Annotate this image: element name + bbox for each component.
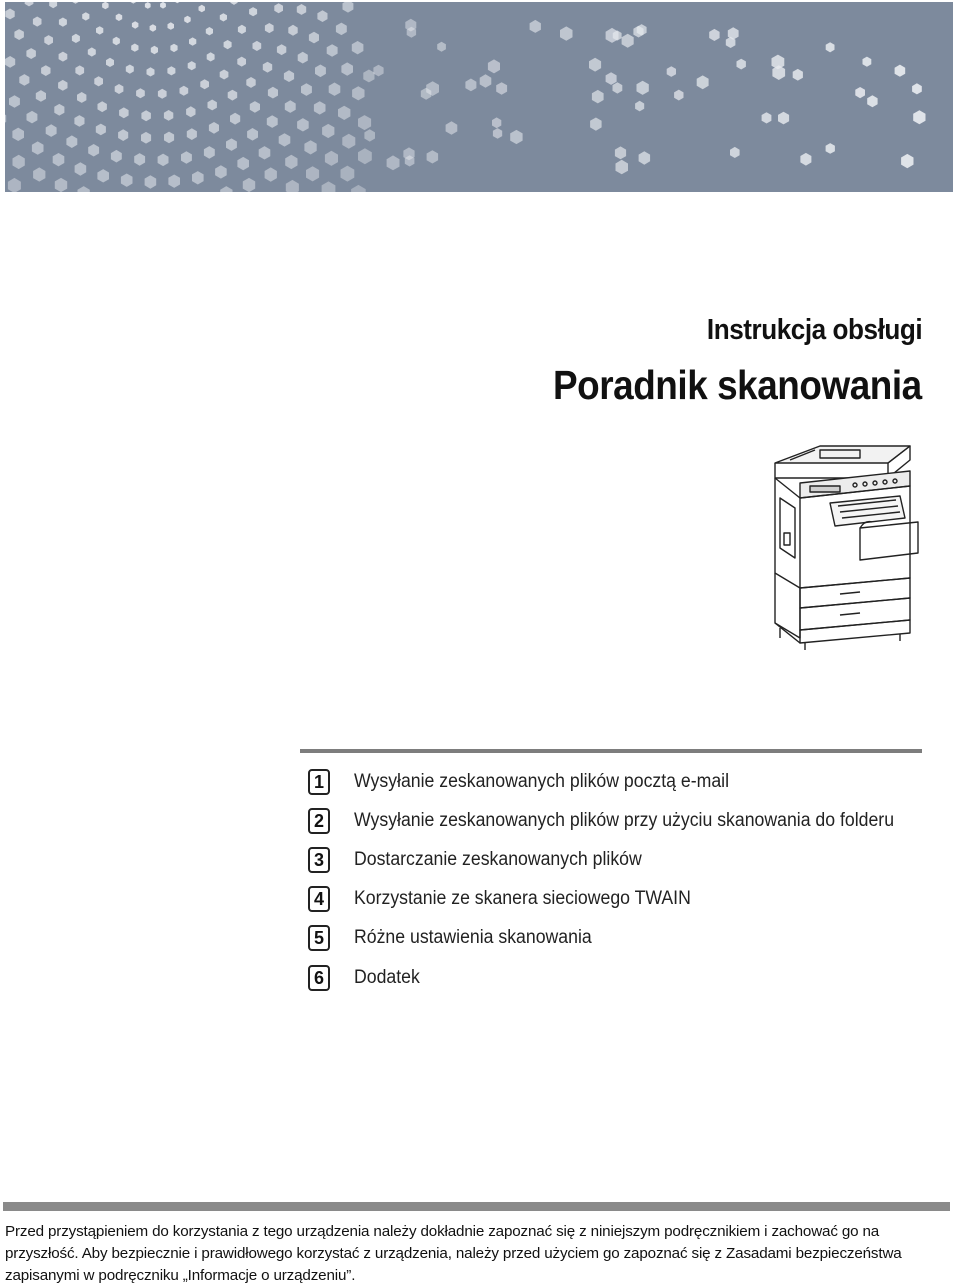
decorative-dot bbox=[54, 104, 64, 116]
decorative-dot bbox=[288, 25, 297, 36]
decorative-dot bbox=[27, 111, 38, 124]
decorative-dot bbox=[243, 178, 255, 192]
decorative-dot bbox=[322, 181, 336, 192]
decorative-dot bbox=[186, 106, 195, 117]
decorative-dot bbox=[306, 166, 319, 181]
decorative-dot bbox=[237, 157, 249, 170]
chapter-title: Dostarczanie zeskanowanych plików bbox=[354, 848, 642, 870]
decorative-dot bbox=[855, 87, 865, 98]
decorative-dot bbox=[427, 150, 439, 163]
decorative-dot bbox=[493, 128, 502, 139]
decorative-dot bbox=[58, 80, 67, 91]
decorative-dot bbox=[5, 112, 6, 125]
decorative-dot bbox=[285, 155, 297, 169]
toc-item[interactable] bbox=[308, 840, 928, 879]
decorative-dot bbox=[88, 47, 96, 56]
decorative-dot bbox=[200, 79, 209, 89]
decorative-dot bbox=[9, 95, 20, 108]
decorative-dot bbox=[96, 124, 106, 136]
decorative-dot bbox=[118, 129, 128, 141]
decorative-dot bbox=[72, 34, 80, 43]
decorative-dot bbox=[674, 90, 683, 101]
decorative-dot bbox=[912, 83, 922, 94]
decorative-dot bbox=[94, 76, 103, 86]
decorative-dot bbox=[226, 138, 237, 151]
document-subtitle: Instrukcja obsługi bbox=[706, 314, 922, 346]
decorative-dot bbox=[49, 2, 57, 8]
decorative-dot bbox=[132, 21, 139, 29]
decorative-dot bbox=[115, 84, 124, 94]
decorative-dot bbox=[341, 166, 355, 182]
decorative-dot bbox=[639, 151, 651, 164]
decorative-dot bbox=[111, 150, 122, 163]
decorative-dot bbox=[737, 59, 746, 70]
decorative-dot bbox=[55, 178, 67, 192]
decorative-dot bbox=[187, 128, 197, 140]
decorative-dot bbox=[158, 154, 169, 167]
decorative-dot bbox=[246, 77, 255, 88]
decorative-dot bbox=[496, 82, 507, 95]
decorative-dot bbox=[589, 58, 601, 72]
decorative-dot bbox=[168, 175, 180, 188]
decorative-dot bbox=[106, 58, 114, 67]
decorative-dot bbox=[465, 79, 476, 92]
chapter-title: Różne ustawienia skanowania bbox=[354, 927, 592, 949]
decorative-dot bbox=[230, 2, 237, 5]
decorative-dot bbox=[826, 143, 835, 154]
chapter-number-badge: 5 bbox=[308, 925, 330, 951]
decorative-dot bbox=[913, 110, 925, 124]
decorative-dot bbox=[145, 2, 151, 9]
decorative-dot bbox=[286, 180, 299, 192]
decorative-dot bbox=[250, 101, 260, 113]
decorative-dot bbox=[204, 146, 215, 159]
decorative-dot bbox=[826, 42, 835, 52]
multifunction-printer-icon bbox=[760, 438, 930, 658]
decorative-dot bbox=[697, 75, 709, 89]
decorative-dot bbox=[338, 106, 350, 120]
decorative-dot bbox=[284, 70, 294, 82]
decorative-dot bbox=[253, 41, 262, 51]
decorative-dot bbox=[113, 37, 120, 45]
decorative-dot bbox=[215, 165, 227, 178]
document-title: Poradnik skanowania bbox=[553, 362, 922, 408]
decorative-dot bbox=[265, 23, 274, 33]
decorative-dot bbox=[336, 23, 347, 35]
decorative-dot bbox=[247, 128, 258, 141]
decorative-dot bbox=[606, 72, 617, 85]
decorative-dot bbox=[309, 32, 319, 44]
decorative-dot bbox=[616, 160, 629, 175]
decorative-dot bbox=[480, 74, 492, 87]
decorative-dot bbox=[32, 141, 44, 154]
decorative-dot bbox=[297, 4, 306, 15]
decorative-dot bbox=[622, 34, 634, 48]
decorative-dot bbox=[446, 121, 458, 135]
decorative-dot bbox=[228, 90, 238, 101]
decorative-dot bbox=[325, 151, 338, 166]
decorative-dot bbox=[778, 112, 789, 125]
decorative-dot bbox=[19, 74, 29, 86]
toc-item[interactable] bbox=[308, 919, 928, 958]
decorative-dot bbox=[26, 48, 36, 59]
decorative-dot bbox=[800, 153, 811, 166]
decorative-dot bbox=[175, 2, 181, 3]
decorative-dot bbox=[342, 134, 355, 149]
decorative-dot bbox=[530, 20, 541, 33]
decorative-dot bbox=[53, 153, 65, 166]
decorative-dot bbox=[297, 118, 309, 131]
decorative-dot bbox=[230, 113, 240, 125]
decorative-dot bbox=[510, 130, 522, 144]
decorative-dot bbox=[220, 70, 229, 80]
decorative-dot bbox=[352, 41, 364, 54]
decorative-dot bbox=[59, 52, 68, 62]
decorative-dot bbox=[592, 90, 604, 104]
decorative-dot bbox=[387, 155, 400, 170]
decorative-dot bbox=[131, 2, 137, 4]
chapter-number-badge: 3 bbox=[308, 847, 330, 873]
footer-divider bbox=[3, 1202, 950, 1211]
decorative-dot bbox=[97, 169, 109, 182]
decorative-dot bbox=[363, 70, 374, 83]
decorative-dot bbox=[164, 110, 173, 121]
decorative-dot bbox=[98, 101, 107, 112]
decorative-dot bbox=[224, 40, 232, 49]
decorative-dot bbox=[102, 2, 109, 9]
decorative-dot bbox=[317, 10, 327, 22]
decorative-dot bbox=[895, 65, 906, 77]
decorative-dot bbox=[134, 153, 145, 166]
decorative-dot bbox=[72, 2, 79, 4]
decorative-dot bbox=[33, 167, 45, 181]
chapter-title: Wysyłanie zeskanowanych plików przy użyciu skanowania do folderu bbox=[354, 809, 895, 831]
decorative-dot bbox=[75, 162, 87, 175]
decorative-dot bbox=[615, 146, 626, 159]
decorative-dot bbox=[263, 62, 272, 73]
decorative-dot bbox=[863, 57, 872, 67]
decorative-dot bbox=[5, 56, 15, 68]
decorative-dot bbox=[492, 117, 501, 128]
decorative-dot bbox=[206, 27, 213, 35]
decorative-dot bbox=[158, 89, 167, 99]
decorative-dot bbox=[8, 178, 21, 192]
decorative-dot bbox=[141, 110, 151, 121]
decorative-dot bbox=[170, 44, 177, 52]
decorative-dot bbox=[220, 13, 227, 21]
decorative-dot bbox=[46, 124, 57, 137]
decorative-dot bbox=[730, 147, 740, 158]
decorative-dot bbox=[192, 171, 204, 184]
chapter-number-badge: 4 bbox=[308, 886, 330, 912]
decorative-dot bbox=[437, 42, 446, 52]
decorative-dot bbox=[901, 154, 913, 168]
chapter-title: Korzystanie ze skanera sieciowego TWAIN bbox=[354, 888, 691, 910]
decorative-dot bbox=[762, 112, 772, 123]
decorative-dot bbox=[180, 86, 189, 96]
decorative-dot bbox=[167, 66, 175, 75]
decorative-dot bbox=[298, 52, 308, 64]
decorative-dot bbox=[14, 29, 24, 40]
decorative-dot bbox=[77, 92, 86, 103]
decorative-dot bbox=[136, 88, 145, 98]
decorative-dot bbox=[121, 174, 133, 187]
toc-divider bbox=[300, 749, 922, 753]
decorative-dot bbox=[145, 175, 157, 188]
decorative-dot bbox=[88, 144, 99, 157]
decorative-dot bbox=[164, 132, 174, 144]
decorative-dot bbox=[168, 22, 175, 30]
decorative-dot bbox=[147, 67, 155, 76]
decorative-dot bbox=[44, 35, 53, 45]
decorative-dot bbox=[341, 62, 353, 75]
decorative-dot bbox=[352, 86, 364, 100]
decorative-dot bbox=[613, 82, 623, 93]
decorative-dot bbox=[285, 100, 296, 113]
toc-item[interactable] bbox=[308, 762, 928, 801]
decorative-dot bbox=[279, 133, 291, 146]
decorative-dot bbox=[220, 186, 232, 192]
decorative-dot bbox=[267, 115, 278, 128]
decorative-dot bbox=[329, 83, 341, 96]
decorative-dot bbox=[151, 46, 158, 54]
decorative-dot bbox=[82, 12, 89, 20]
toc-item[interactable] bbox=[308, 880, 928, 919]
decorative-dot bbox=[131, 44, 138, 52]
decorative-dot bbox=[364, 129, 375, 141]
decorative-dot bbox=[560, 26, 573, 40]
decorative-dot bbox=[74, 115, 84, 127]
decorative-dot bbox=[373, 65, 383, 77]
decorative-dot bbox=[314, 101, 326, 114]
decorative-dot bbox=[358, 115, 371, 130]
decorative-dot bbox=[637, 81, 649, 95]
decorative-dot bbox=[75, 65, 84, 75]
decorative-dot bbox=[343, 2, 354, 13]
decorative-dot bbox=[59, 18, 67, 27]
decorative-dot bbox=[66, 135, 77, 148]
decorative-dot bbox=[793, 69, 803, 81]
decorative-dot bbox=[606, 28, 619, 43]
chapter-title: Dodatek bbox=[354, 966, 420, 988]
decorative-dot bbox=[141, 132, 151, 144]
decorative-dot bbox=[119, 107, 129, 118]
toc-item[interactable] bbox=[308, 958, 928, 997]
decorative-dot bbox=[249, 7, 257, 16]
safety-notice: Przed przystąpieniem do korzystania z tego urządzenia należy dokładnie zapoznać się z niniejszym podręcznikiem i zachować go na przyszłość. Aby bezpiecznie i prawidłowego korzystać z urządzenia, należy przed użyciem go zapoznać się z Zasadami bezpieczeństwa zapisanymi w podręczniku „Informacje o urządzeniu”. bbox=[5, 1223, 902, 1284]
decorative-dot bbox=[188, 61, 196, 70]
decorative-dot bbox=[5, 9, 14, 20]
decorative-dot bbox=[268, 87, 278, 99]
dot-pattern-decoration bbox=[5, 2, 953, 192]
decorative-dot bbox=[25, 2, 34, 6]
toc-item[interactable] bbox=[308, 801, 928, 840]
chapter-number-badge: 1 bbox=[308, 769, 330, 795]
decorative-dot bbox=[78, 186, 90, 192]
header-banner bbox=[5, 2, 953, 192]
decorative-dot bbox=[199, 5, 206, 13]
decorative-dot bbox=[237, 57, 246, 67]
decorative-dot bbox=[96, 26, 103, 34]
decorative-dot bbox=[33, 17, 42, 27]
table-of-contents bbox=[308, 762, 928, 997]
decorative-dot bbox=[265, 167, 277, 181]
decorative-dot bbox=[13, 155, 25, 169]
chapter-title: Wysyłanie zeskanowanych plików pocztą e-mail bbox=[354, 770, 730, 792]
decorative-dot bbox=[709, 29, 719, 41]
decorative-dot bbox=[772, 65, 785, 80]
decorative-dot bbox=[116, 14, 123, 22]
decorative-dot bbox=[209, 122, 219, 134]
decorative-dot bbox=[36, 90, 46, 102]
decorative-dot bbox=[150, 24, 157, 32]
decorative-dot bbox=[867, 95, 877, 107]
decorative-dot bbox=[181, 151, 192, 164]
decorative-dot bbox=[635, 101, 644, 112]
decorative-dot bbox=[322, 124, 334, 138]
decorative-dot bbox=[301, 83, 312, 96]
decorative-dot bbox=[12, 128, 24, 141]
chapter-number-badge: 2 bbox=[308, 808, 330, 834]
decorative-dot bbox=[208, 100, 217, 111]
decorative-dot bbox=[351, 185, 366, 192]
decorative-dot bbox=[126, 65, 134, 74]
decorative-dot bbox=[41, 65, 50, 76]
decorative-dot bbox=[160, 2, 166, 9]
decorative-dot bbox=[327, 44, 338, 57]
chapter-number-badge: 6 bbox=[308, 965, 330, 991]
decorative-dot bbox=[488, 59, 500, 73]
decorative-dot bbox=[315, 65, 326, 78]
decorative-dot bbox=[259, 146, 271, 159]
decorative-dot bbox=[189, 37, 196, 45]
decorative-dot bbox=[207, 52, 215, 61]
decorative-dot bbox=[238, 25, 246, 34]
decorative-dot bbox=[590, 118, 602, 131]
decorative-dot bbox=[184, 16, 191, 24]
decorative-dot bbox=[358, 148, 372, 164]
decorative-dot bbox=[667, 66, 676, 77]
decorative-dot bbox=[304, 140, 316, 154]
decorative-dot bbox=[274, 3, 283, 13]
decorative-dot bbox=[277, 44, 286, 55]
